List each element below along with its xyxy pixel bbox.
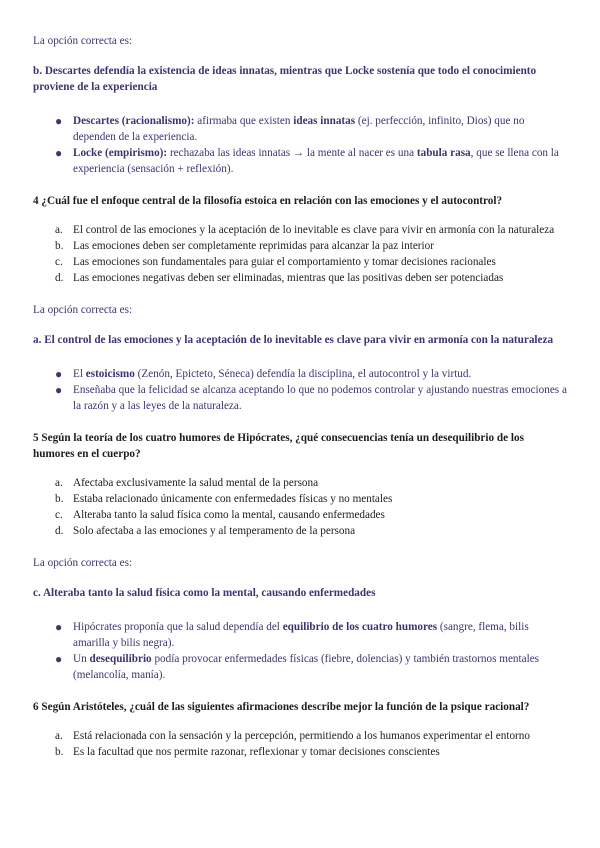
bullet-icon: ● — [55, 114, 63, 128]
option-letter: d. — [55, 525, 64, 537]
options-list — [33, 728, 568, 760]
explanation-text: podía provocar enfermedades físicas (fiebre, dolencias) y también trastornos mentales (melancolía, manía). — [73, 653, 540, 681]
explanation-list — [33, 619, 568, 683]
option-letter: b. — [55, 240, 64, 252]
explanation-text: Un — [73, 653, 90, 665]
explanation-text: , que se llena con la experiencia (sensación + reflexión). — [73, 147, 559, 175]
option-text: Las emociones negativas deben ser eliminadas, mientras que las positivas deben ser potenciadas — [73, 272, 504, 284]
option-letter: a. — [55, 730, 63, 742]
option-item — [33, 744, 568, 760]
option-letter: a. — [55, 477, 63, 489]
explanation-text: (sangre, flema, bilis amarilla y bilis negra). — [73, 621, 529, 649]
option-letter: c. — [55, 256, 63, 268]
option-letter: c. — [55, 509, 63, 521]
option-letter: b. — [55, 493, 64, 505]
question-title: 5 Según la teoría de los cuatro humores de Hipócrates, ¿qué consecuencias tenía un desequilibrio de los humores en el cuerpo? — [33, 432, 524, 460]
option-text: Es la facultad que nos permite razonar, reflexionar y tomar decisiones conscientes — [73, 746, 440, 758]
option-item — [33, 523, 568, 539]
bullet-icon: ● — [55, 146, 63, 160]
bullet-icon: ● — [55, 620, 63, 634]
option-item — [33, 507, 568, 523]
option-letter: a. — [55, 224, 63, 236]
explanation-item — [33, 113, 568, 145]
correct-answer: b. Descartes defendía la existencia de ideas innatas, mientras que Locke sostenía que todo el conocimiento proviene de la experiencia — [33, 65, 537, 93]
explanation-item — [33, 651, 568, 683]
option-item — [33, 222, 568, 238]
correct-answer: a. El control de las emociones y la aceptación de lo inevitable es clave para vivir en armonía con la naturaleza — [33, 334, 554, 346]
correct-answer-intro: La opción correcta es: — [33, 35, 133, 47]
explanation-text: El — [73, 368, 86, 380]
explanation-text: (ej. perfección, infinito, Dios) que no dependen de la experiencia. — [73, 115, 525, 143]
bold-term: ideas innatas — [293, 115, 356, 127]
bold-term: equilibrio de los cuatro humores — [282, 621, 438, 633]
options-list — [33, 222, 568, 286]
option-item — [33, 475, 568, 491]
option-letter: b. — [55, 746, 64, 758]
options-list — [33, 475, 568, 539]
correct-answer: c. Alteraba tanto la salud física como la mental, causando enfermedades — [33, 587, 376, 599]
question-title: 6 Según Aristóteles, ¿cuál de las siguientes afirmaciones describe mejor la función de la psique racional? — [33, 701, 530, 713]
option-text: Las emociones son fundamentales para guiar el comportamiento y tomar decisiones racionales — [73, 256, 496, 268]
option-text: Las emociones deben ser completamente reprimidas para alcanzar la paz interior — [73, 240, 434, 252]
bold-term: Locke (empirismo): — [73, 147, 168, 159]
explanation-list — [33, 113, 568, 177]
bold-term: estoicismo — [85, 368, 135, 380]
option-text: Afectaba exclusivamente la salud mental de la persona — [73, 477, 319, 489]
explanation-item — [33, 366, 568, 382]
question-title: 4 ¿Cuál fue el enfoque central de la filosofía estoica en relación con las emociones y el autocontrol? — [33, 195, 503, 207]
option-text: El control de las emociones y la aceptación de lo inevitable es clave para vivir en armonía con la naturaleza — [73, 224, 555, 236]
option-item — [33, 254, 568, 270]
explanation-item — [33, 145, 568, 177]
bold-term: tabula rasa — [416, 147, 471, 159]
bold-term: Descartes (racionalismo): — [73, 115, 195, 127]
explanation-text: Hipócrates proponía que la salud dependía del — [73, 621, 283, 633]
option-item — [33, 728, 568, 744]
option-item — [33, 491, 568, 507]
option-letter: d. — [55, 272, 64, 284]
bullet-icon: ● — [55, 383, 63, 397]
option-text: Solo afectaba a las emociones y al temperamento de la persona — [73, 525, 356, 537]
explanation-text: (Zenón, Epicteto, Séneca) defendía la disciplina, el autocontrol y la virtud. — [134, 368, 472, 380]
correct-answer-intro: La opción correcta es: — [33, 304, 133, 316]
bullet-icon: ● — [55, 367, 63, 381]
explanation-item — [33, 382, 568, 414]
bullet-icon: ● — [55, 652, 63, 666]
option-text: Estaba relacionado únicamente con enfermedades físicas y no mentales — [73, 493, 393, 505]
option-text: Alteraba tanto la salud física como la mental, causando enfermedades — [73, 509, 385, 521]
correct-answer-intro: La opción correcta es: — [33, 557, 133, 569]
explanation-text: afirmaba que existen — [194, 115, 294, 127]
option-item — [33, 270, 568, 286]
explanation-item — [33, 619, 568, 651]
explanation-text: rechazaba las ideas innatas → la mente al nacer es una — [167, 147, 417, 159]
option-text: Está relacionada con la sensación y la percepción, permitiendo a los humanos experimentar el entorno — [73, 730, 530, 742]
bold-term: desequilibrio — [89, 653, 152, 665]
explanation-list — [33, 366, 568, 414]
option-item — [33, 238, 568, 254]
explanation-text: Enseñaba que la felicidad se alcanza aceptando lo que no podemos controlar y ajustando nuestras emociones a la razón y a las leyes de la naturaleza. — [73, 384, 567, 412]
